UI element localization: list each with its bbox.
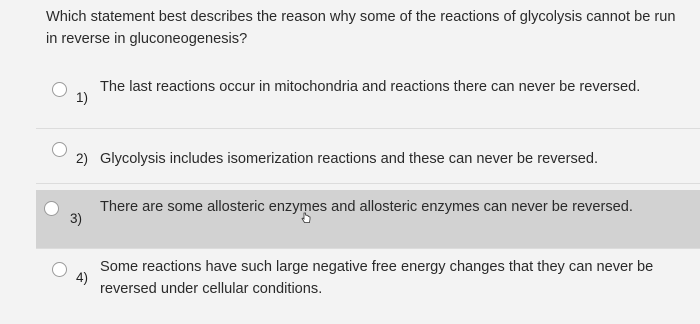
option-1-number: 1) xyxy=(76,90,89,105)
option-2[interactable] xyxy=(36,129,700,183)
option-3[interactable] xyxy=(36,190,700,248)
option-4-number: 4) xyxy=(76,270,89,285)
option-2-number: 2) xyxy=(76,151,89,166)
option-1-radio[interactable] xyxy=(52,82,67,97)
option-1-label: The last reactions occur in mitochondria and reactions there can never be reversed. xyxy=(100,79,641,95)
option-4-label: Some reactions have such large negative free energy changes that they can never be reversed under cellular conditions. xyxy=(100,259,654,297)
option-4[interactable] xyxy=(36,252,700,310)
option-3-number: 3) xyxy=(70,211,83,226)
option-1[interactable] xyxy=(36,70,700,128)
option-4-radio[interactable] xyxy=(52,262,67,277)
option-divider xyxy=(36,248,700,249)
option-3-label: There are some allosteric enzymes and allosteric enzymes can never be reversed. xyxy=(100,199,633,215)
option-3-radio[interactable] xyxy=(44,201,59,216)
question-text: Which statement best describes the reason why some of the reactions of glycolysis cannot be run in reverse in gluconeogenesis? xyxy=(46,9,676,47)
option-2-radio[interactable] xyxy=(52,142,67,157)
option-2-label: Glycolysis includes isomerization reactions and these can never be reversed. xyxy=(100,151,599,167)
hand-pointer-icon xyxy=(300,212,312,224)
option-divider xyxy=(36,183,700,184)
